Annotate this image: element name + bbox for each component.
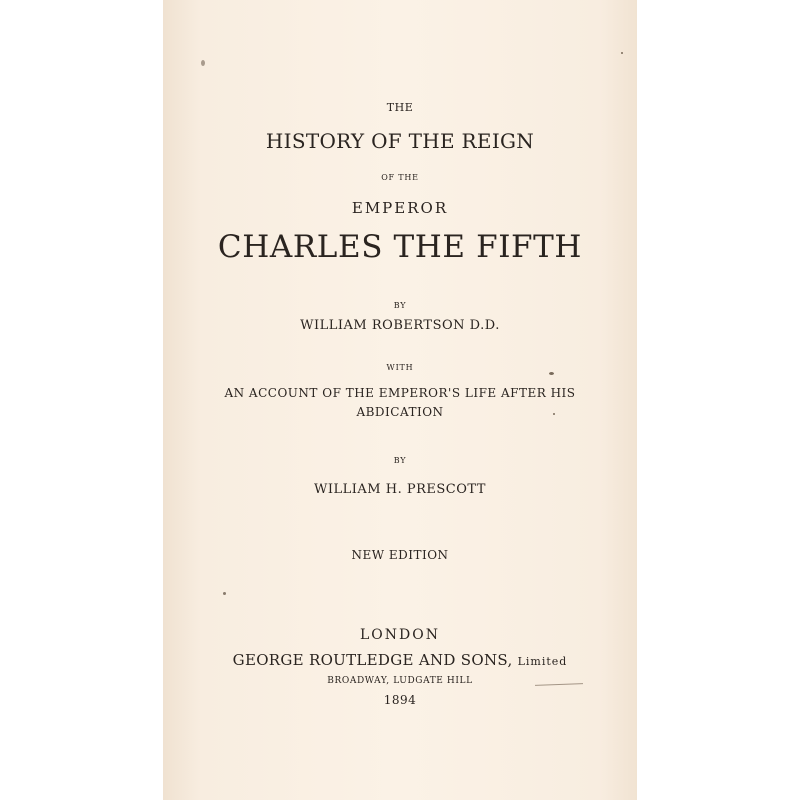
imprint-address: BROADWAY, LUDGATE HILL xyxy=(327,676,473,686)
paper-speck xyxy=(549,372,554,375)
author-name: WILLIAM ROBERTSON D.D. xyxy=(300,318,500,333)
account-line-1: AN ACCOUNT OF THE EMPEROR'S LIFE AFTER HIS xyxy=(224,386,576,400)
publisher-name: GEORGE ROUTLEDGE AND SONS, xyxy=(232,651,513,669)
with-label: WITH xyxy=(386,363,414,372)
publisher-suffix: Limited xyxy=(517,655,568,668)
paper-speck xyxy=(553,413,555,415)
edition-label: NEW EDITION xyxy=(351,548,449,562)
history-heading: HISTORY OF THE REIGN xyxy=(265,129,535,153)
the-heading: THE xyxy=(386,101,414,114)
main-title: CHARLES THE FIFTH xyxy=(217,229,583,265)
by-label-2: BY xyxy=(393,456,407,465)
imprint-year: 1894 xyxy=(383,693,417,707)
title-page xyxy=(163,0,637,800)
imprint-city: LONDON xyxy=(360,627,440,643)
by-label-1: BY xyxy=(393,301,407,310)
account-line-2: ABDICATION xyxy=(356,405,444,419)
second-author-name: WILLIAM H. PRESCOTT xyxy=(314,482,486,497)
paper-speck xyxy=(621,52,623,54)
imprint-publisher xyxy=(163,651,637,669)
of-the-heading: OF THE xyxy=(381,173,419,182)
emperor-heading: EMPEROR xyxy=(351,199,449,217)
paper-speck xyxy=(201,60,205,66)
paper-speck xyxy=(223,592,226,595)
